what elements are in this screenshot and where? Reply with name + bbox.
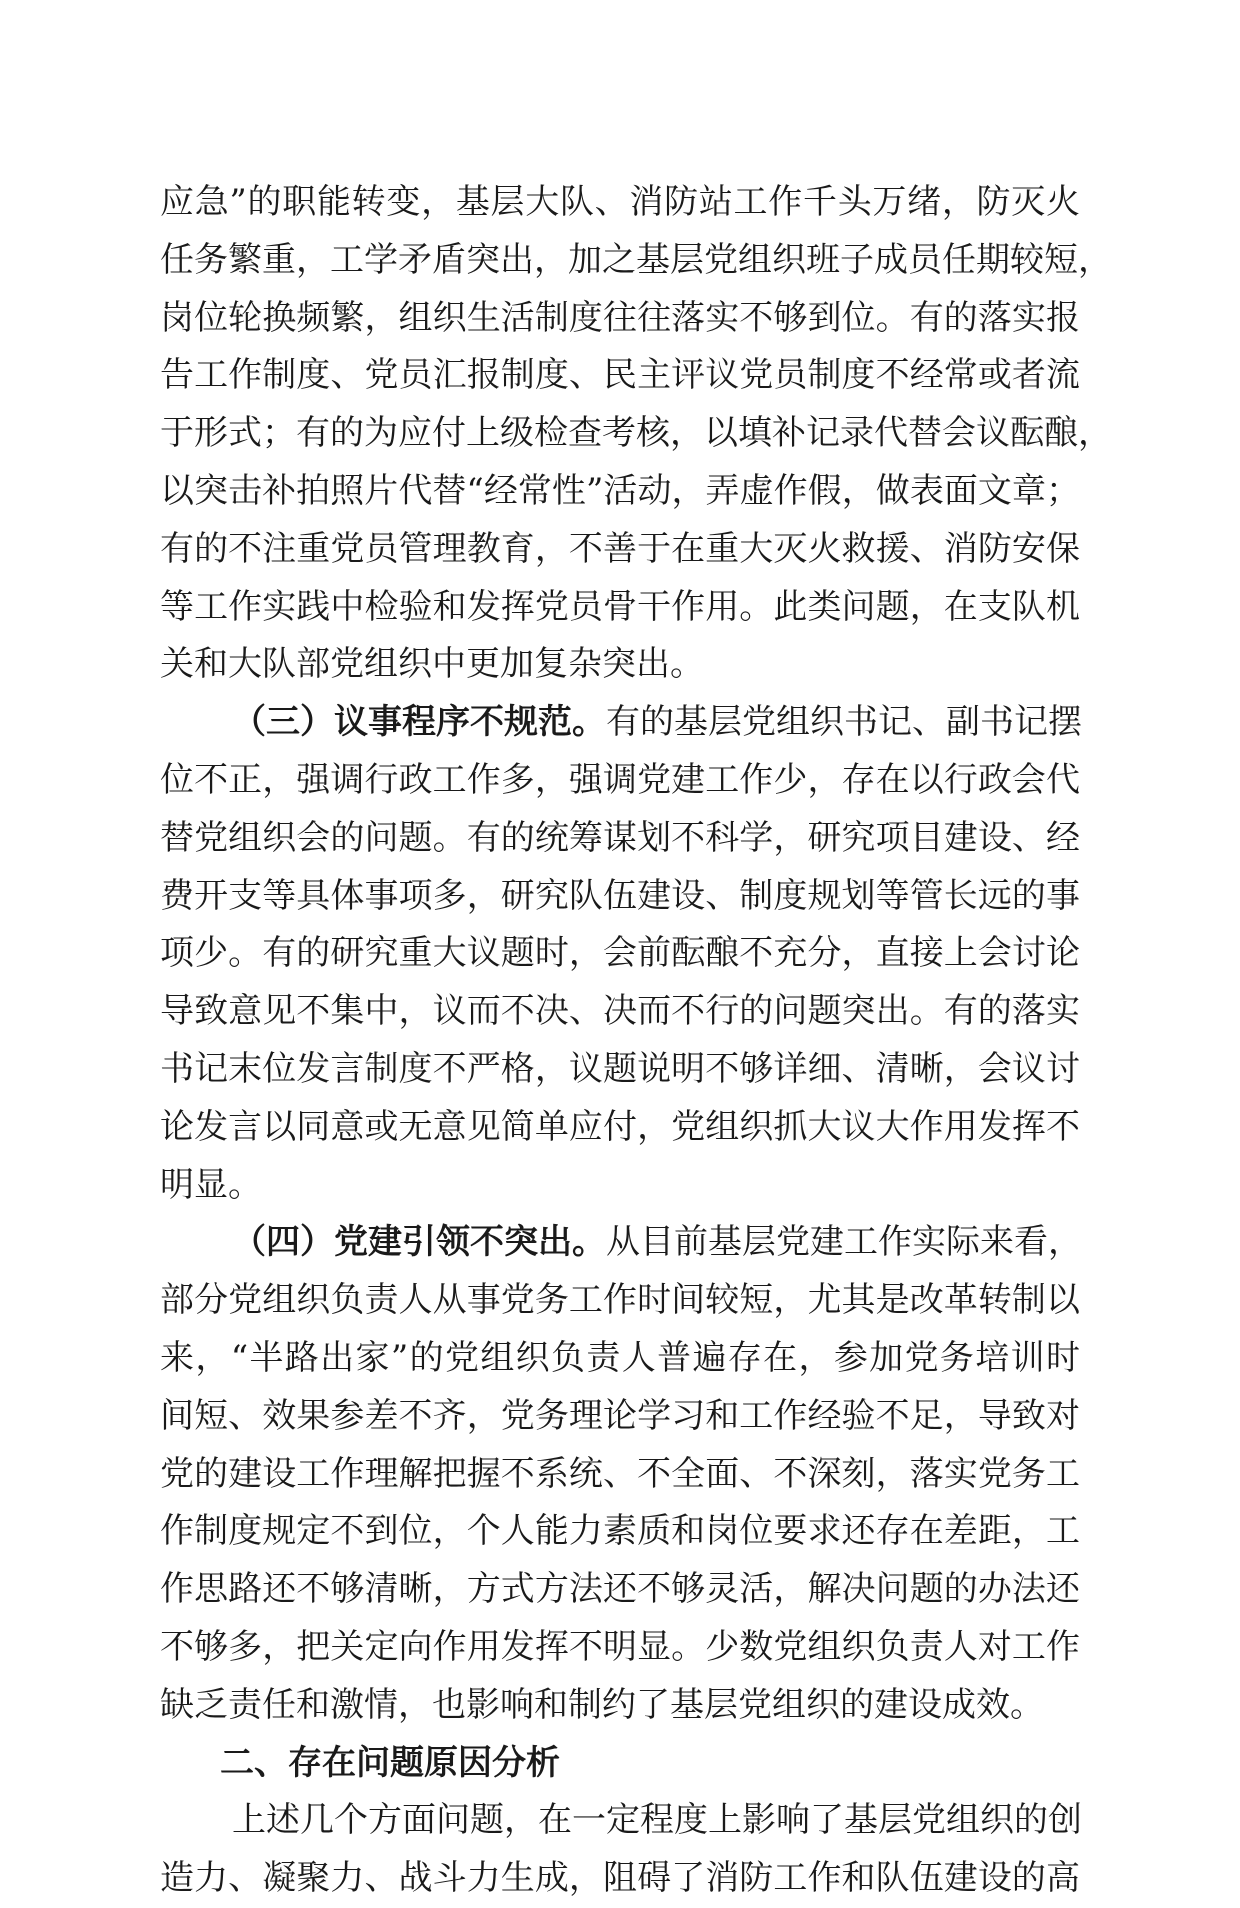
paragraph-organization-life bbox=[160, 174, 1112, 694]
text-line: 导致意见不集中，议而不决、决而不行的问题突出。有的落实 bbox=[160, 991, 1080, 1032]
text-line: 书记末位发言制度不严格，议题说明不够详细、清晰，会议讨 bbox=[160, 1048, 1080, 1089]
text-line: 来，“半路出家”的党组织负责人普遍存在，参加党务培训时 bbox=[160, 1337, 1080, 1378]
text-line: 不够多，把关定向作用发挥不明显。少数党组织负责人对工作 bbox=[160, 1626, 1080, 1667]
text-line: 明显。 bbox=[160, 1164, 262, 1205]
text-line: 于形式；有的为应付上级检查考核，以填补记录代替会议酝酿， bbox=[160, 413, 1112, 454]
text-line: 有的不注重党员管理教育，不善于在重大灭火救援、消防安保 bbox=[160, 528, 1080, 569]
paragraph-first-line bbox=[160, 694, 1080, 752]
text-line: 造力、凝聚力、战斗力生成，阻碍了消防工作和队伍建设的高 bbox=[160, 1858, 1080, 1899]
text-run: 有的基层党组织书记、副书记摆 bbox=[606, 702, 1082, 743]
text-line: 间短、效果参差不齐，党务理论学习和工作经验不足，导致对 bbox=[160, 1395, 1080, 1436]
paragraph-party-leadership bbox=[160, 1214, 1080, 1734]
text-line: 党的建设工作理解把握不系统、不全面、不深刻，落实党务工 bbox=[160, 1453, 1080, 1494]
text-line: 告工作制度、党员汇报制度、民主评议党员制度不经常或者流 bbox=[160, 355, 1080, 396]
paragraph-cause-analysis bbox=[160, 1792, 1080, 1908]
text-line: 部分党组织负责人从事党务工作时间较短，尤其是改革转制以 bbox=[160, 1280, 1080, 1321]
section-heading: 二、存在问题原因分析 bbox=[220, 1742, 560, 1783]
subheading-four: （四）党建引领不突出。 bbox=[232, 1222, 606, 1263]
paragraph-first-line bbox=[160, 1214, 1080, 1272]
text-line: 替党组织会的问题。有的统筹谋划不科学，研究项目建设、经 bbox=[160, 817, 1080, 858]
text-line: 等工作实践中检验和发挥党员骨干作用。此类问题，在支队机 bbox=[160, 586, 1080, 627]
text-line: 应急”的职能转变，基层大队、消防站工作千头万绪，防灭火 bbox=[160, 182, 1080, 222]
paragraph-decision-procedure bbox=[160, 694, 1080, 1214]
subheading-three: （三）议事程序不规范。 bbox=[232, 702, 606, 743]
text-line: 关和大队部党组织中更加复杂突出。 bbox=[160, 644, 704, 685]
text-line: 位不正，强调行政工作多，强调党建工作少，存在以行政会代 bbox=[160, 759, 1080, 800]
text-line: 以突击补拍照片代替“经常性”活动，弄虚作假，做表面文章； bbox=[160, 470, 1080, 511]
text-line: 论发言以同意或无意见简单应付，党组织抓大议大作用发挥不 bbox=[160, 1106, 1080, 1147]
text-line: 任务繁重，工学矛盾突出，加之基层党组织班子成员任期较短， bbox=[160, 239, 1112, 280]
paragraph-first-line: 上述几个方面问题，在一定程度上影响了基层党组织的创 bbox=[232, 1800, 1082, 1841]
text-line: 作思路还不够清晰，方式方法还不够灵活，解决问题的办法还 bbox=[160, 1569, 1080, 1610]
document-page bbox=[160, 174, 1112, 1908]
text-run: 从目前基层党建工作实际来看， bbox=[606, 1222, 1082, 1263]
text-line: 作制度规定不到位，个人能力素质和岗位要求还存在差距，工 bbox=[160, 1511, 1080, 1552]
text-line: 缺乏责任和激情，也影响和制约了基层党组织的建设成效。 bbox=[160, 1684, 1044, 1725]
text-line: 费开支等具体事项多，研究队伍建设、制度规划等管长远的事 bbox=[160, 875, 1080, 916]
text-line: 岗位轮换频繁，组织生活制度往往落实不够到位。有的落实报 bbox=[160, 297, 1080, 338]
text-line: 项少。有的研究重大议题时，会前酝酿不充分，直接上会讨论 bbox=[160, 933, 1080, 974]
